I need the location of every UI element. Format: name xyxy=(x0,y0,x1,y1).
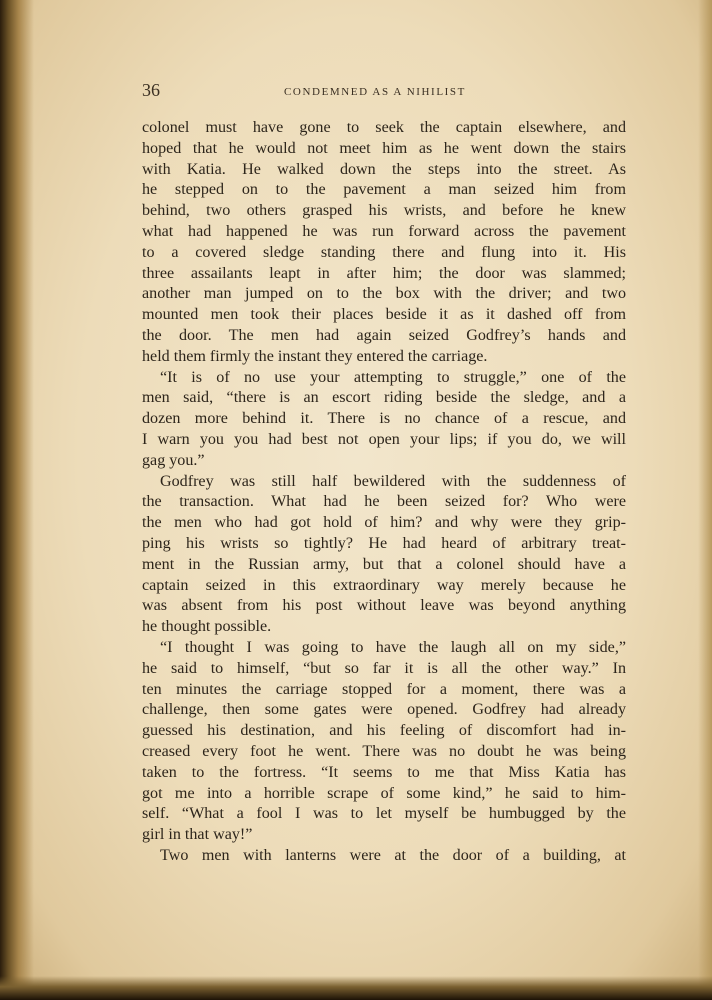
text-line: ment in the Russian army, but that a colonel should have a xyxy=(142,555,626,573)
text-line: hoped that he would not meet him as he went down the stairs xyxy=(142,139,626,157)
text-line: creased every foot he went. There was no doubt he was being xyxy=(142,742,626,760)
text-line: Two men with lanterns were at the door of a building, at xyxy=(160,846,626,864)
text-line: “It is of no use your attempting to struggle,” one of the xyxy=(160,368,626,386)
text-line: gag you.” xyxy=(142,451,205,469)
text-line: behind, two others grasped his wrists, and before he knew xyxy=(142,202,626,220)
text-line: I warn you you had best not open your lips; if you do, we will xyxy=(142,430,626,448)
page-number: 36 xyxy=(142,80,160,100)
text-line: three assailants leapt in after him; the door was slammed; xyxy=(142,264,626,282)
text-line: guessed his destination, and his feeling of discomfort had in- xyxy=(142,722,626,740)
text-line: Godfrey was still half bewildered with the suddenness of xyxy=(160,472,626,490)
text-line: taken to the fortress. “It seems to me that Miss Katia has xyxy=(142,763,626,781)
text-line: held them firmly the instant they entered the carriage. xyxy=(142,347,488,365)
text-line: ping his wrists so tightly? He had heard of arbitrary treat- xyxy=(142,534,626,552)
text-line: to a covered sledge standing there and flung into it. His xyxy=(142,243,626,261)
text-line: the door. The men had again seized Godfrey’s hands and xyxy=(142,326,626,344)
text-line: he said to himself, “but so far it is all the other way.” In xyxy=(142,659,626,677)
text-line: dozen more behind it. There is no chance of a rescue, and xyxy=(142,410,626,428)
text-line: he stepped on to the pavement a man seized him from xyxy=(142,181,626,199)
page-header xyxy=(142,80,626,104)
text-line: with Katia. He walked down the steps into the street. As xyxy=(142,160,626,178)
text-line: got me into a horrible scrape of some kind,” he said to him- xyxy=(142,784,626,802)
running-head: CONDEMNED AS A NIHILIST xyxy=(284,86,466,98)
text-line: self. “What a fool I was to let myself be humbugged by the xyxy=(142,805,626,823)
page-right-edge xyxy=(698,0,712,1000)
text-line: ten minutes the carriage stopped for a moment, there was a xyxy=(142,680,626,698)
text-line: was absent from his post without leave was beyond anything xyxy=(142,597,626,615)
text-line: the men who had got hold of him? and why were they grip- xyxy=(142,514,626,532)
text-line: challenge, then some gates were opened. Godfrey had already xyxy=(142,701,626,719)
text-line: girl in that way!” xyxy=(142,826,253,844)
text-line: he thought possible. xyxy=(142,618,272,636)
text-line: colonel must have gone to seek the captain elsewhere, and xyxy=(142,119,626,136)
text-line: captain seized in this extraordinary way merely because he xyxy=(142,576,626,594)
page-bottom-edge xyxy=(0,976,712,1000)
body-text xyxy=(142,118,626,867)
text-line: what had happened he was run forward across the pavement xyxy=(142,222,626,240)
text-line: “I thought I was going to have the laugh all on my side,” xyxy=(160,638,626,656)
text-line: the transaction. What had he been seized for? Who were xyxy=(142,493,626,511)
text-line: men said, “there is an escort riding beside the sledge, and a xyxy=(142,389,626,407)
text-line: mounted men took their places beside it as it dashed off from xyxy=(142,306,626,324)
book-binding-shadow xyxy=(0,0,34,1000)
text-line: another man jumped on to the box with the driver; and two xyxy=(142,285,626,303)
